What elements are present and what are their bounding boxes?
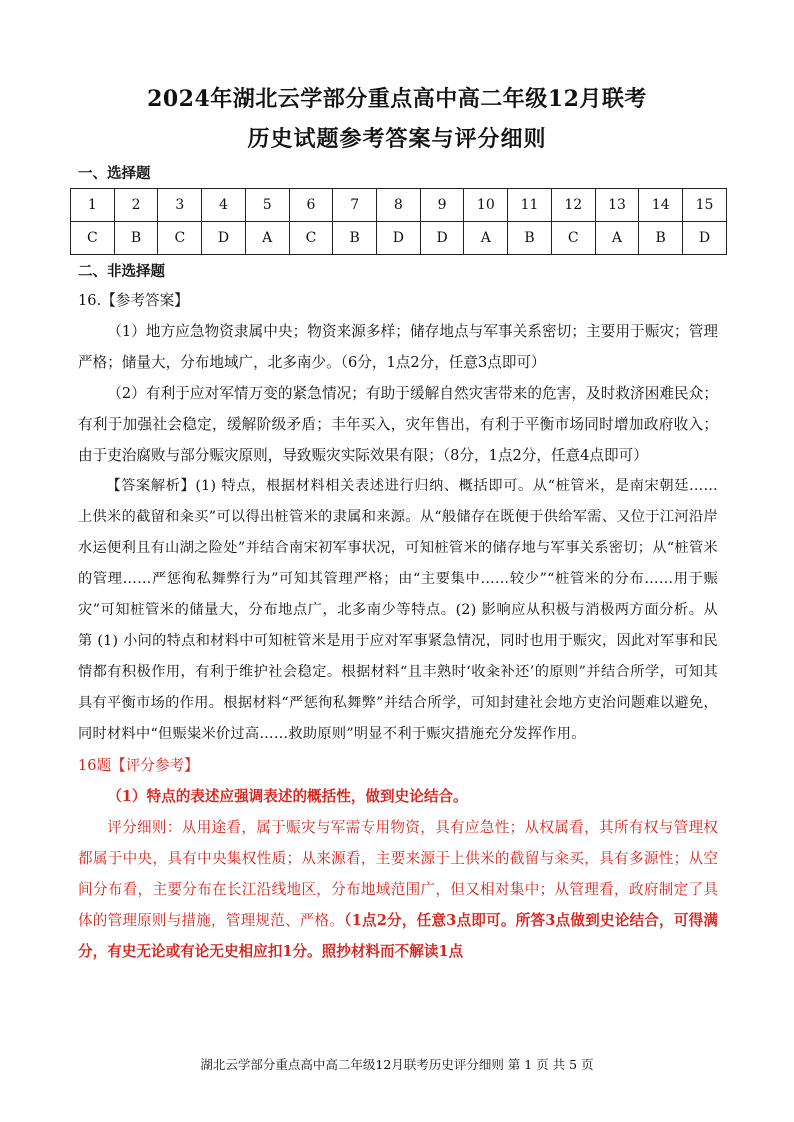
question-number: 2 [114,189,158,222]
q16-answer-part1: （1）地方应急物资隶属中央；物资来源多样；储存地点与军事关系密切；主要用于赈灾；管理严格；储量大，分布地域广，北多南少。（6分，1点2分，任意3点即可） [78,323,718,371]
answer-letter: C [289,222,333,255]
question-number: 15 [683,189,727,222]
question-number: 11 [508,189,552,222]
question-number: 7 [333,189,377,222]
question-number: 3 [158,189,202,222]
answer-letter: B [639,222,683,255]
answer-letter: A [464,222,508,255]
answer-table-answer-row [71,222,727,255]
answer-letter: C [158,222,202,255]
q16-eval-details [78,812,718,967]
q16-eval-point1: （1）特点的表述应强调表述的概括性，做到史论结合。 [107,788,468,805]
answer-letter: D [420,222,464,255]
question-number: 4 [202,189,246,222]
answer-letter: B [333,222,377,255]
question-number: 8 [377,189,421,222]
q16-analysis: 【答案解析】(1) 特点，根据材料相关表述进行归纳、概括即可。从“桩管米，是南宋朝廷……上供米的截留和籴买”可以得出桩管米的隶属和来源。从“般储存在既便于供给军需、又位于江河沿岸水运便利且有山湖之险处”并结合南宋初军事状况，可知桩管米的储存地与军事关系密切；从“桩管米的管理……严惩徇私舞弊行为”可知其管理严格；由“主要集中……较少”“桩管米的分布……用于赈灾”可知桩管米的储量大，分布地点广，北多南少等特点。(2) 影响应从积极与消极两方面分析。从第 (1) 小问的特点和材料中可知桩管米是用于应对军事紧急情况，同时也用于赈灾，因此对军事和民情都有积极作用，有利于维护社会稳定。根据材料“且丰熟时‘收籴补还’的原则”并结合所学，可知其具有平衡市场的作用。根据材料“严惩徇私舞弊”并结合所学，可知封建社会地方吏治问题难以避免，同时材料中“但赈粜米价过高……救助原则”明显不利于赈灾措施充分发挥作用。 [78,478,718,742]
answer-letter: C [551,222,595,255]
section-heading-multiple-choice: 一、选择题 [78,166,151,182]
question-number: 10 [464,189,508,222]
answer-table-number-row [71,189,727,222]
q16-eval-details-scoring: （1点2分，任意3点即可。所答3点做到史论结合，可得满分，有史无论或有论无史相应扣1分。照抄材料而不解读1点 [78,912,718,960]
page-footer: 湖北云学部分重点高中高二年级12月联考历史评分细则 第 1 页 共 5 页 [200,1057,594,1072]
q16-answer-part2: （2）有利于应对军情万变的紧急情况；有助于缓解自然灾害带来的危害，及时救济困难民众；有利于加强社会稳定，缓解阶级矛盾；丰年买入，灾年售出，有利于平衡市场同时增加政府收入；由于吏治腐败与部分赈灾原则，导致赈灾实际效果有限；（8分，1点2分，任意4点即可） [78,385,718,464]
question-number: 9 [420,189,464,222]
q16-header: 16.【参考答案】 [78,292,189,309]
answer-letter: A [245,222,289,255]
question-number: 5 [245,189,289,222]
q16-eval-details-text: 评分细则：从用途看，属于赈灾与军需专用物资，具有应急性；从权属看，其所有权与管理权都属于中央，具有中央集权性质；从来源看，主要来源于上供米的截留与籴买，具有多源性；从空间分布看，主要分布在长江沿线地区，分布地域范围广，但又相对集中；从管理看，政府制定了具体的管理原则与措施，管理规范、严格。 [78,819,718,929]
question-number: 12 [551,189,595,222]
answer-letter: B [114,222,158,255]
answer-letter: B [508,222,552,255]
answer-table [70,188,727,255]
question-number: 6 [289,189,333,222]
q16-content [78,285,718,967]
answer-letter: D [377,222,421,255]
answer-letter: A [595,222,639,255]
answer-letter: C [71,222,115,255]
question-number: 1 [71,189,115,222]
question-number: 13 [595,189,639,222]
q16-eval-header: 16题【评分参考】 [78,757,199,774]
question-number: 14 [639,189,683,222]
answer-letter: D [683,222,727,255]
section-heading-non-choice: 二、非选择题 [78,264,165,280]
exam-title: 2024年湖北云学部分重点高中高二年级12月联考 [147,86,647,112]
document-subtitle: 历史试题参考答案与评分细则 [247,126,547,152]
answer-letter: D [202,222,246,255]
